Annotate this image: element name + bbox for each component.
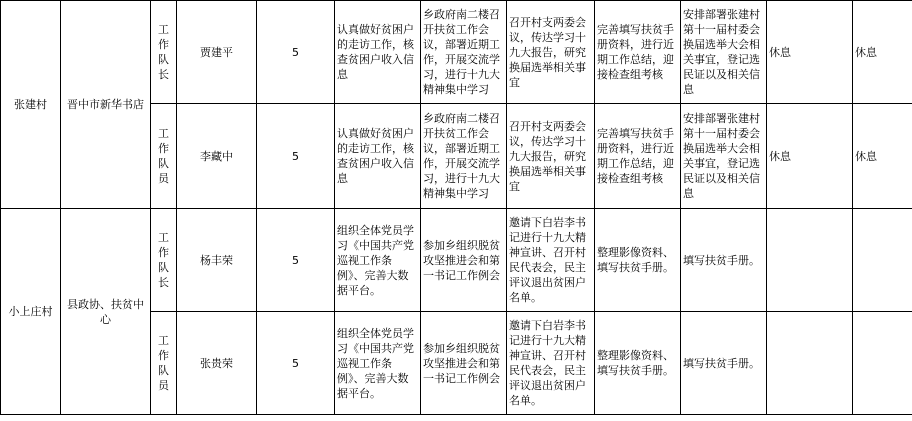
task-cell: 休息 [767,1,853,104]
task-cell: 填写扶贫手册。 [681,312,767,415]
days-cell: 5 [257,209,335,312]
task-cell: 整理影像资料、填写扶贫手册。 [595,312,681,415]
task-cell: 邀请下白岩李书记进行十九大精神宣讲、召开村民代表会，民主评议退出贫困户名单。 [507,209,595,312]
village-cell: 小上庄村 [1,209,61,415]
role-cell: 工作队员 [151,104,177,209]
task-cell: 整理影像资料、填写扶贫手册。 [595,209,681,312]
task-cell: 休息 [767,104,853,209]
name-cell: 李藏中 [177,104,257,209]
task-cell: 认真做好贫困户的走访工作，核查贫困户收入信息 [335,1,421,104]
days-cell: 5 [257,104,335,209]
task-cell: 填写扶贫手册。 [681,209,767,312]
role-cell: 工作队长 [151,1,177,104]
days-cell: 5 [257,1,335,104]
task-cell: 召开村支两委会议，传达学习十九大报告，研究换届选举相关事宜 [507,104,595,209]
task-cell: 组织全体党员学习《中国共产党巡视工作条例》、完善大数据平台。 [335,209,421,312]
unit-cell: 县政协、扶贫中心 [61,209,151,415]
name-cell: 张贵荣 [177,312,257,415]
table-row [1,209,912,312]
task-cell: 参加乡组织脱贫攻坚推进会和第一书记工作例会 [421,312,507,415]
task-cell: 召开村支两委会议，传达学习十九大报告，研究换届选举相关事宜 [507,1,595,104]
task-cell: 参加乡组织脱贫攻坚推进会和第一书记工作例会 [421,209,507,312]
unit-cell: 晋中市新华书店 [61,1,151,209]
task-cell: 完善填写扶贫手册资料，进行近期工作总结，迎接检查组考核 [595,104,681,209]
task-cell [853,209,912,312]
task-cell [767,312,853,415]
days-cell: 5 [257,312,335,415]
task-cell: 完善填写扶贫手册资料，进行近期工作总结，迎接检查组考核 [595,1,681,104]
role-cell: 工作队长 [151,209,177,312]
task-cell: 组织全体党员学习《中国共产党巡视工作条例》、完善大数据平台。 [335,312,421,415]
task-cell: 休息 [853,1,912,104]
task-cell: 认真做好贫困户的走访工作，核查贫困户收入信息 [335,104,421,209]
task-cell: 邀请下白岩李书记进行十九大精神宣讲、召开村民代表会，民主评议退出贫困户名单。 [507,312,595,415]
task-cell [767,209,853,312]
task-cell: 休息 [853,104,912,209]
table-row [1,1,912,104]
task-cell [853,312,912,415]
village-cell: 张建村 [1,1,61,209]
name-cell: 贾建平 [177,1,257,104]
task-cell: 安排部署张建村第十一届村委会换届选举大会相关事宜，登记选民证以及相关信息 [681,1,767,104]
role-cell: 工作队员 [151,312,177,415]
task-cell: 乡政府南二楼召开扶贫工作会议，部署近期工作，开展交流学习，进行十九大精神集中学习 [421,1,507,104]
task-cell: 安排部署张建村第十一届村委会换届选举大会相关事宜，登记选民证以及相关信息 [681,104,767,209]
task-cell: 乡政府南二楼召开扶贫工作会议，部署近期工作，开展交流学习，进行十九大精神集中学习 [421,104,507,209]
name-cell: 杨丰荣 [177,209,257,312]
